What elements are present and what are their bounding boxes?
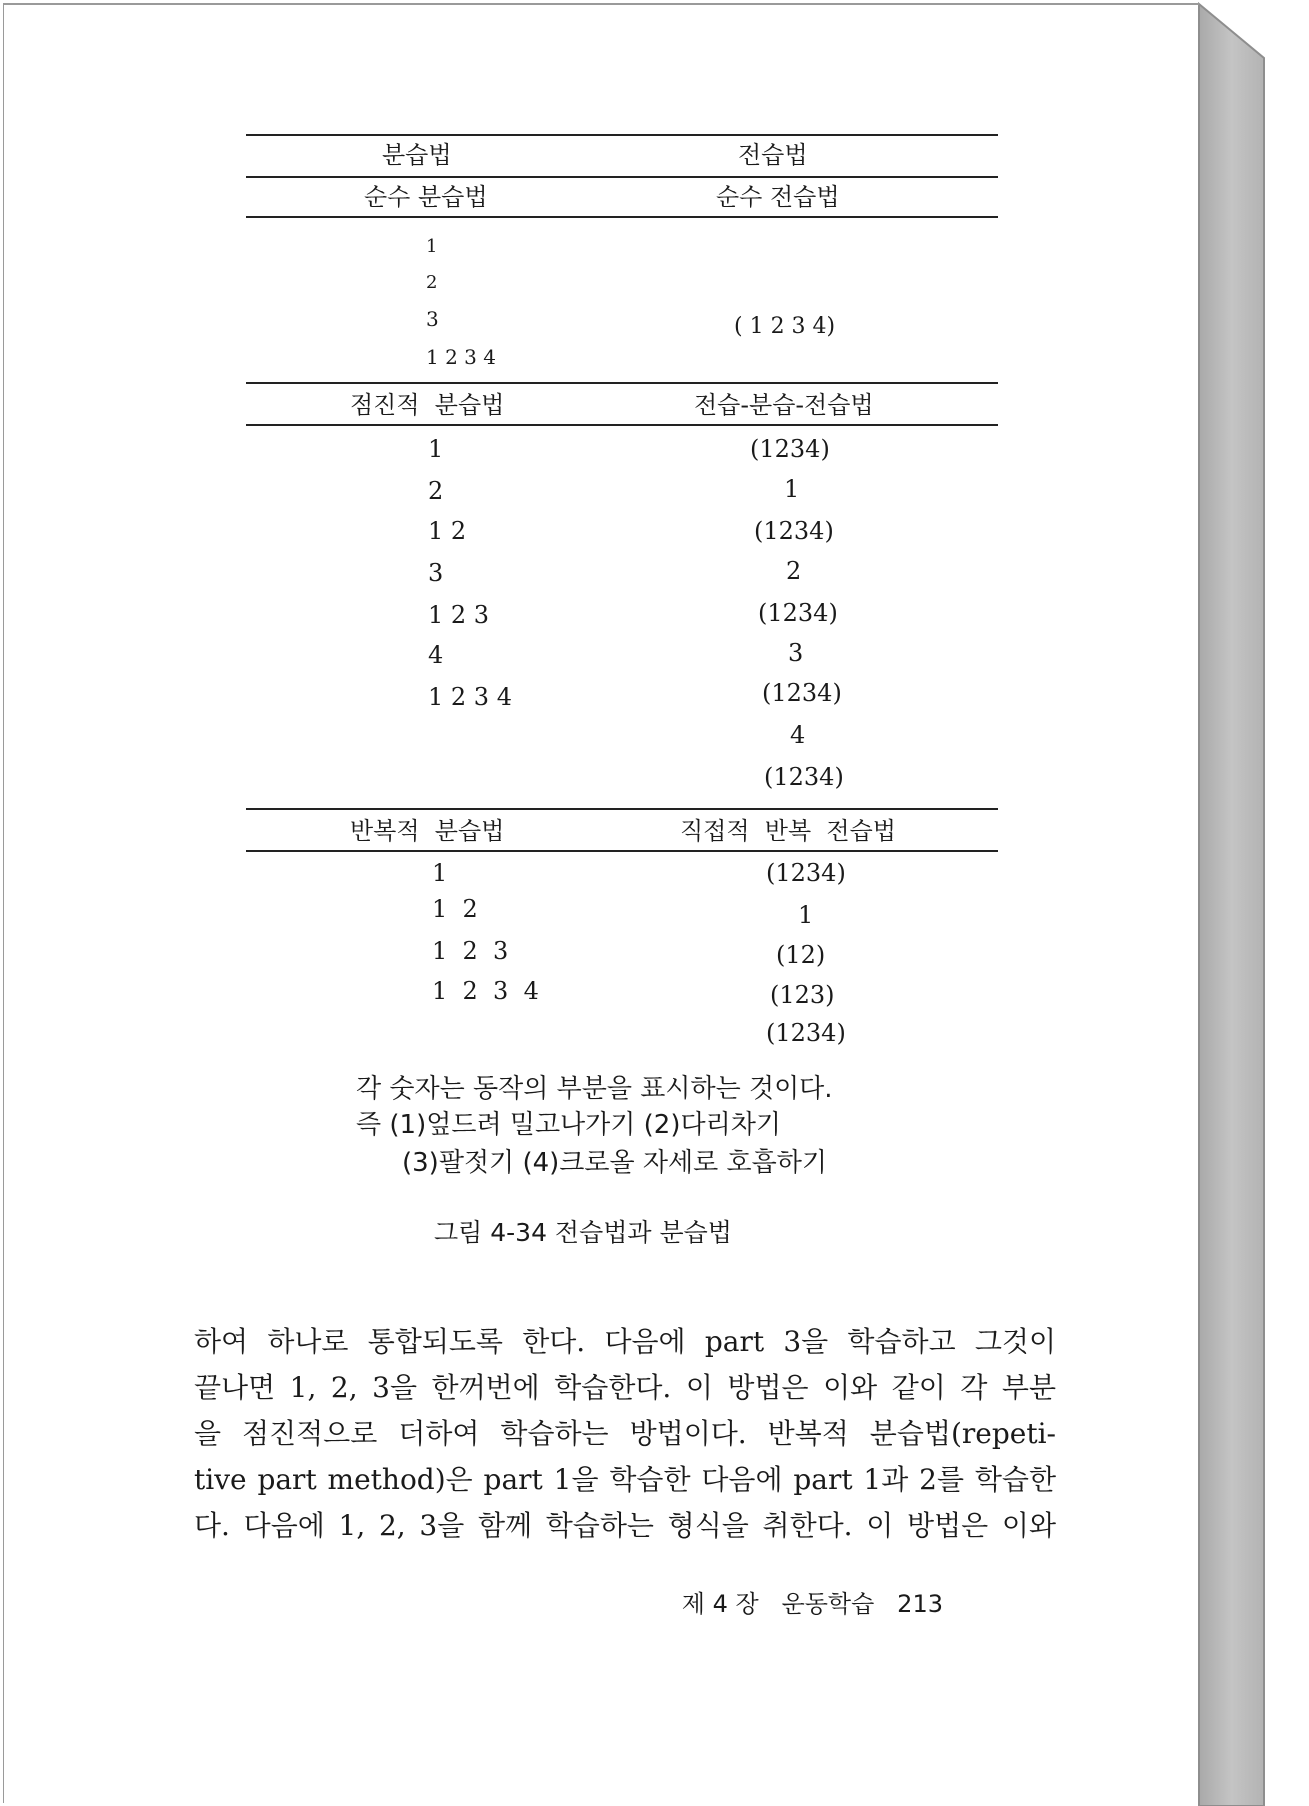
section-2-left-row: 2 bbox=[428, 477, 444, 505]
table-top-rule bbox=[246, 134, 998, 136]
section-2-top-rule bbox=[246, 382, 998, 384]
section-1-title-rule bbox=[246, 216, 998, 218]
body-text-line: 하여 하나로 통합되도록 한다. 다음에 part 3을 학습하고 그것이 bbox=[194, 1325, 1056, 1358]
section-1-left-title: 순수 분습법 bbox=[364, 183, 488, 211]
section-1-left-row: 1 2 3 4 bbox=[426, 345, 496, 369]
section-1-left-row: 1 bbox=[426, 236, 438, 257]
body-text-line: 을 점진적으로 더하여 학습하는 방법이다. 반복적 분습법(repeti- bbox=[194, 1417, 1056, 1450]
section-3-left-row: 1 bbox=[432, 859, 448, 887]
section-3-left-title: 반복적 분습법 bbox=[350, 817, 505, 845]
section-3-right-row: (1234) bbox=[766, 1019, 846, 1047]
section-3-right-row: (123) bbox=[770, 981, 835, 1009]
section-2-right-row: (1234) bbox=[754, 517, 834, 545]
section-3-right-row: 1 bbox=[798, 901, 814, 929]
section-2-right-row: (1234) bbox=[758, 599, 838, 627]
header-right: 전습법 bbox=[738, 141, 808, 169]
section-1-right-row: ( 1 2 3 4) bbox=[734, 314, 836, 339]
section-3-left-row: 1 2 3 bbox=[432, 937, 509, 965]
section-3-right-row: (12) bbox=[776, 941, 826, 969]
header-left: 분습법 bbox=[382, 141, 452, 169]
body-text-line: tive part method)은 part 1을 학습한 다음에 part 1과 2를 학습한 bbox=[194, 1463, 1056, 1496]
figure-caption: 그림 4-34 전습법과 분습법 bbox=[434, 1218, 732, 1247]
section-2-left-row: 1 2 3 bbox=[428, 601, 490, 629]
section-2-right-row: (1234) bbox=[764, 763, 844, 791]
section-3-right-row: (1234) bbox=[766, 859, 846, 887]
section-2-right-row: 1 bbox=[784, 475, 800, 503]
section-1-left-row: 3 bbox=[426, 307, 439, 331]
section-1-left-row: 2 bbox=[426, 272, 438, 293]
body-text-line: 다. 다음에 1, 2, 3을 함께 학습하는 형식을 취한다. 이 방법은 이와 bbox=[194, 1509, 1056, 1542]
table-header-rule bbox=[246, 176, 998, 178]
section-2-left-row: 3 bbox=[428, 559, 444, 587]
note-line: 각 숫자는 동작의 부분을 표시하는 것이다. bbox=[356, 1074, 833, 1104]
section-2-title-rule bbox=[246, 424, 998, 426]
section-3-right-title: 직접적 반복 전습법 bbox=[680, 817, 896, 845]
section-2-right-row: 3 bbox=[788, 639, 804, 667]
section-2-left-title: 점진적 분습법 bbox=[350, 391, 505, 419]
section-2-right-row: (1234) bbox=[762, 679, 842, 707]
section-2-right-row: 2 bbox=[786, 557, 802, 585]
section-2-right-row: (1234) bbox=[750, 435, 830, 463]
section-2-left-row: 4 bbox=[428, 641, 444, 669]
section-3-title-rule bbox=[246, 850, 998, 852]
section-2-left-row: 1 2 3 4 bbox=[428, 683, 512, 711]
section-3-left-row: 1 2 bbox=[432, 895, 478, 923]
section-2-right-row: 4 bbox=[790, 721, 806, 749]
section-3-top-rule bbox=[246, 808, 998, 810]
section-3-left-row: 1 2 3 4 bbox=[432, 977, 539, 1005]
section-2-right-title: 전습-분습-전습법 bbox=[694, 391, 874, 419]
note-line: (3)팔젓기 (4)크로올 자세로 호흡하기 bbox=[402, 1148, 827, 1178]
section-1-right-title: 순수 전습법 bbox=[716, 183, 840, 211]
body-text-line: 끝나면 1, 2, 3을 한꺼번에 학습한다. 이 방법은 이와 같이 각 부분 bbox=[194, 1371, 1056, 1404]
page-footer: 제 4 장 운동학습 213 bbox=[681, 1590, 943, 1618]
figure-table bbox=[246, 132, 998, 852]
section-2-left-row: 1 bbox=[428, 435, 444, 463]
note-line: 즉 (1)엎드려 밀고나가기 (2)다리차기 bbox=[356, 1110, 781, 1140]
section-2-left-row: 1 2 bbox=[428, 517, 467, 545]
book-page bbox=[3, 3, 1199, 1803]
